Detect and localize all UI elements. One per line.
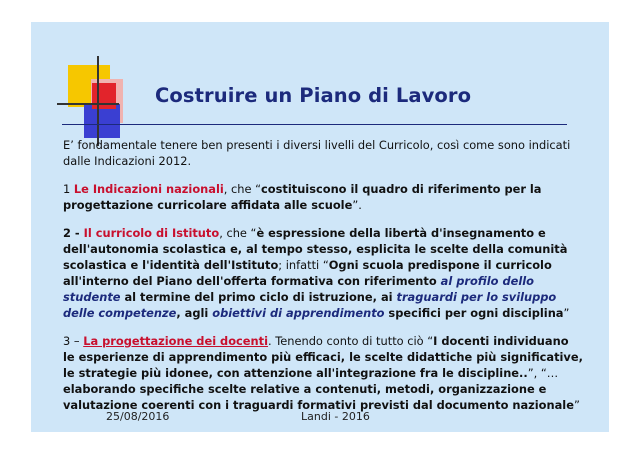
decor-blue-square — [84, 104, 120, 138]
item-2-quote-3: al termine del primo ciclo di istruzione, ai — [120, 290, 397, 304]
item-3-text: . Tenendo conto di tutto ciò “ — [267, 334, 434, 348]
item-2-quote: è espressione della libertà d'insegnamento e dell'autonomia scolastica e, al tempo stesso, esplicita le scelte della comunità scolastica e l'identità dell'Istituto — [63, 226, 568, 272]
item-2-quote-4: , agli — [176, 306, 213, 320]
item-2 — [63, 225, 583, 321]
item-1-close: ”. — [352, 198, 362, 212]
item-1-name: Le Indicazioni nazionali — [73, 182, 224, 196]
decor-horizontal-line — [57, 103, 119, 105]
item-1-number: 1 — [63, 182, 74, 196]
footer-date: 25/08/2016 — [106, 410, 170, 423]
item-1 — [63, 181, 583, 213]
item-2-text: , che “ — [219, 226, 257, 240]
item-1-text: , che “ — [223, 182, 262, 196]
slide-title: Costruire un Piano di Lavoro — [155, 84, 472, 107]
decor-red-square — [92, 83, 116, 109]
item-3-text-2: ”, “… — [527, 366, 559, 380]
item-3-number: 3 – — [63, 334, 84, 348]
item-2-quote-5: specifici per ogni disciplina — [384, 306, 564, 320]
item-2-emph-goals: traguardi per lo sviluppo delle competenze — [63, 290, 557, 320]
item-3-name: La progettazione dei docenti — [83, 334, 268, 348]
item-2-emph-objectives: obiettivi di apprendimento — [212, 306, 385, 320]
item-1-quote: costituiscono il quadro di riferimento per la progettazione curricolare affidata alle scuole — [63, 182, 542, 212]
item-2-name: Il curricolo di Istituto — [83, 226, 220, 240]
footer-author: Landi - 2016 — [301, 410, 370, 423]
title-underline — [62, 124, 567, 125]
item-3-quote: I docenti individuano le esperienze di apprendimento più efficaci, le scelte didattiche più significative, le strategie più idonee, con attenzione all'integrazione fra le discipline.. — [63, 334, 583, 380]
item-2-emph-profile: al profilo dello studente — [63, 274, 534, 304]
item-2-quote-2: Ogni scuola predispone il curricolo all'interno del Piano dell'offerta formativa con riferimento — [63, 258, 552, 288]
decor-vertical-line — [97, 56, 99, 146]
item-2-number: 2 - — [63, 226, 84, 240]
item-3 — [63, 333, 583, 413]
item-3-close: ” — [573, 398, 580, 412]
item-2-text-2: ; infatti “ — [278, 258, 329, 272]
intro-paragraph — [63, 137, 583, 169]
item-3-quote-2: elaborando specifiche scelte relative a contenuti, metodi, organizzazione e valutazione coerenti con i traguardi formativi previsti dal documento nazionale — [63, 382, 574, 412]
intro-text: E’ fondamentale tenere ben presenti i diversi livelli del Curricolo, così come sono indicati dalle Indicazioni 2012. — [63, 138, 571, 168]
slide-body — [63, 137, 583, 425]
item-2-close: ” — [563, 306, 570, 320]
